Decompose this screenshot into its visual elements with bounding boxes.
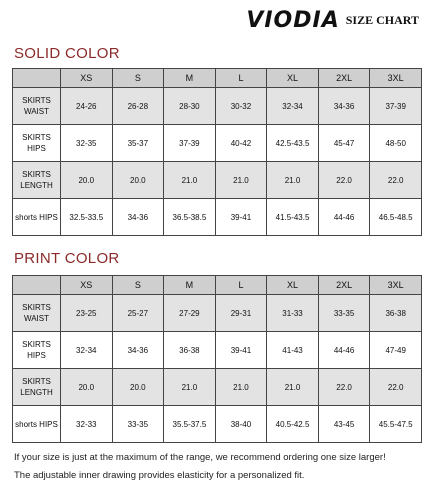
- table-cell: 39-41: [215, 332, 267, 369]
- header-cell: [13, 69, 61, 88]
- solid-color-title: SOLID COLOR: [14, 45, 120, 62]
- table-cell: 33-35: [112, 406, 164, 443]
- row-label: SKIRTS HIPS: [13, 332, 61, 369]
- print-color-title: PRINT COLOR: [14, 250, 120, 267]
- table-cell: 37-39: [370, 88, 422, 125]
- table-cell: 27-29: [164, 295, 216, 332]
- table-cell: 44-46: [318, 332, 370, 369]
- header-cell: 3XL: [370, 69, 422, 88]
- table-cell: 20.0: [112, 369, 164, 406]
- row-label: shorts HIPS: [13, 406, 61, 443]
- header-cell: 3XL: [370, 276, 422, 295]
- table-cell: 29-31: [215, 295, 267, 332]
- row-label: SKIRTS WAIST: [13, 88, 61, 125]
- brand-header: [246, 8, 419, 33]
- table-cell: 34-36: [318, 88, 370, 125]
- table-cell: 44-46: [318, 199, 370, 236]
- row-label: SKIRTS WAIST: [13, 295, 61, 332]
- table-cell: 42.5-43.5: [267, 125, 319, 162]
- table-cell: 41-43: [267, 332, 319, 369]
- header-cell: M: [164, 69, 216, 88]
- table-cell: 41.5-43.5: [267, 199, 319, 236]
- table-cell: 20.0: [61, 369, 113, 406]
- table-cell: 20.0: [112, 162, 164, 199]
- header-cell: XS: [61, 276, 113, 295]
- table-row: [13, 369, 422, 406]
- table-header-row: [13, 276, 422, 295]
- table-cell: 36-38: [370, 295, 422, 332]
- table-cell: 48-50: [370, 125, 422, 162]
- row-label: SKIRTS HIPS: [13, 125, 61, 162]
- table-cell: 43-45: [318, 406, 370, 443]
- table-cell: 32-34: [61, 332, 113, 369]
- solid-color-table: [12, 68, 422, 236]
- table-cell: 22.0: [318, 369, 370, 406]
- table-cell: 28-30: [164, 88, 216, 125]
- table-row: [13, 125, 422, 162]
- header-cell: L: [215, 276, 267, 295]
- table-cell: 35.5-37.5: [164, 406, 216, 443]
- table-row: [13, 332, 422, 369]
- table-cell: 22.0: [318, 162, 370, 199]
- table-cell: 21.0: [267, 162, 319, 199]
- table-cell: 33-35: [318, 295, 370, 332]
- header-cell: S: [112, 276, 164, 295]
- table-cell: 46.5-48.5: [370, 199, 422, 236]
- header-cell: 2XL: [318, 69, 370, 88]
- row-label: shorts HIPS: [13, 199, 61, 236]
- table-cell: 21.0: [215, 162, 267, 199]
- table-cell: 37-39: [164, 125, 216, 162]
- table-row: [13, 406, 422, 443]
- header-cell: M: [164, 276, 216, 295]
- print-color-table: [12, 275, 422, 443]
- table-cell: 21.0: [267, 369, 319, 406]
- table-cell: 26-28: [112, 88, 164, 125]
- table-cell: 36-38: [164, 332, 216, 369]
- header-cell: 2XL: [318, 276, 370, 295]
- table-cell: 21.0: [215, 369, 267, 406]
- table-row: [13, 162, 422, 199]
- table-header-row: [13, 69, 422, 88]
- table-cell: 22.0: [370, 162, 422, 199]
- size-chart-title: SIZE CHART: [345, 13, 419, 27]
- table-cell: 32.5-33.5: [61, 199, 113, 236]
- table-cell: 30-32: [215, 88, 267, 125]
- row-label: SKIRTS LENGTH: [13, 162, 61, 199]
- table-cell: 40-42: [215, 125, 267, 162]
- footnote-size-advice: If your size is just at the maximum of the range, we recommend ordering one size larger!: [14, 452, 386, 463]
- table-cell: 34-36: [112, 199, 164, 236]
- header-cell: XL: [267, 276, 319, 295]
- header-cell: XS: [61, 69, 113, 88]
- table-cell: 25-27: [112, 295, 164, 332]
- header-cell: L: [215, 69, 267, 88]
- table-cell: 40.5-42.5: [267, 406, 319, 443]
- table-cell: 35-37: [112, 125, 164, 162]
- table-cell: 24-26: [61, 88, 113, 125]
- header-cell: XL: [267, 69, 319, 88]
- table-cell: 34-36: [112, 332, 164, 369]
- table-cell: 20.0: [61, 162, 113, 199]
- table-cell: 21.0: [164, 369, 216, 406]
- table-cell: 36.5-38.5: [164, 199, 216, 236]
- table-cell: 32-34: [267, 88, 319, 125]
- table-cell: 45.5-47.5: [370, 406, 422, 443]
- table-cell: 38-40: [215, 406, 267, 443]
- table-cell: 23-25: [61, 295, 113, 332]
- table-cell: 45-47: [318, 125, 370, 162]
- brand-logo: VIODIA: [246, 8, 340, 33]
- table-cell: 21.0: [164, 162, 216, 199]
- table-cell: 22.0: [370, 369, 422, 406]
- table-cell: 31-33: [267, 295, 319, 332]
- header-cell: [13, 276, 61, 295]
- table-row: [13, 199, 422, 236]
- table-row: [13, 295, 422, 332]
- table-cell: 32-33: [61, 406, 113, 443]
- table-cell: 47-49: [370, 332, 422, 369]
- table-cell: 39-41: [215, 199, 267, 236]
- table-row: [13, 88, 422, 125]
- footnote-elasticity: The adjustable inner drawing provides elasticity for a personalized fit.: [14, 470, 305, 481]
- row-label: SKIRTS LENGTH: [13, 369, 61, 406]
- table-cell: 32-35: [61, 125, 113, 162]
- header-cell: S: [112, 69, 164, 88]
